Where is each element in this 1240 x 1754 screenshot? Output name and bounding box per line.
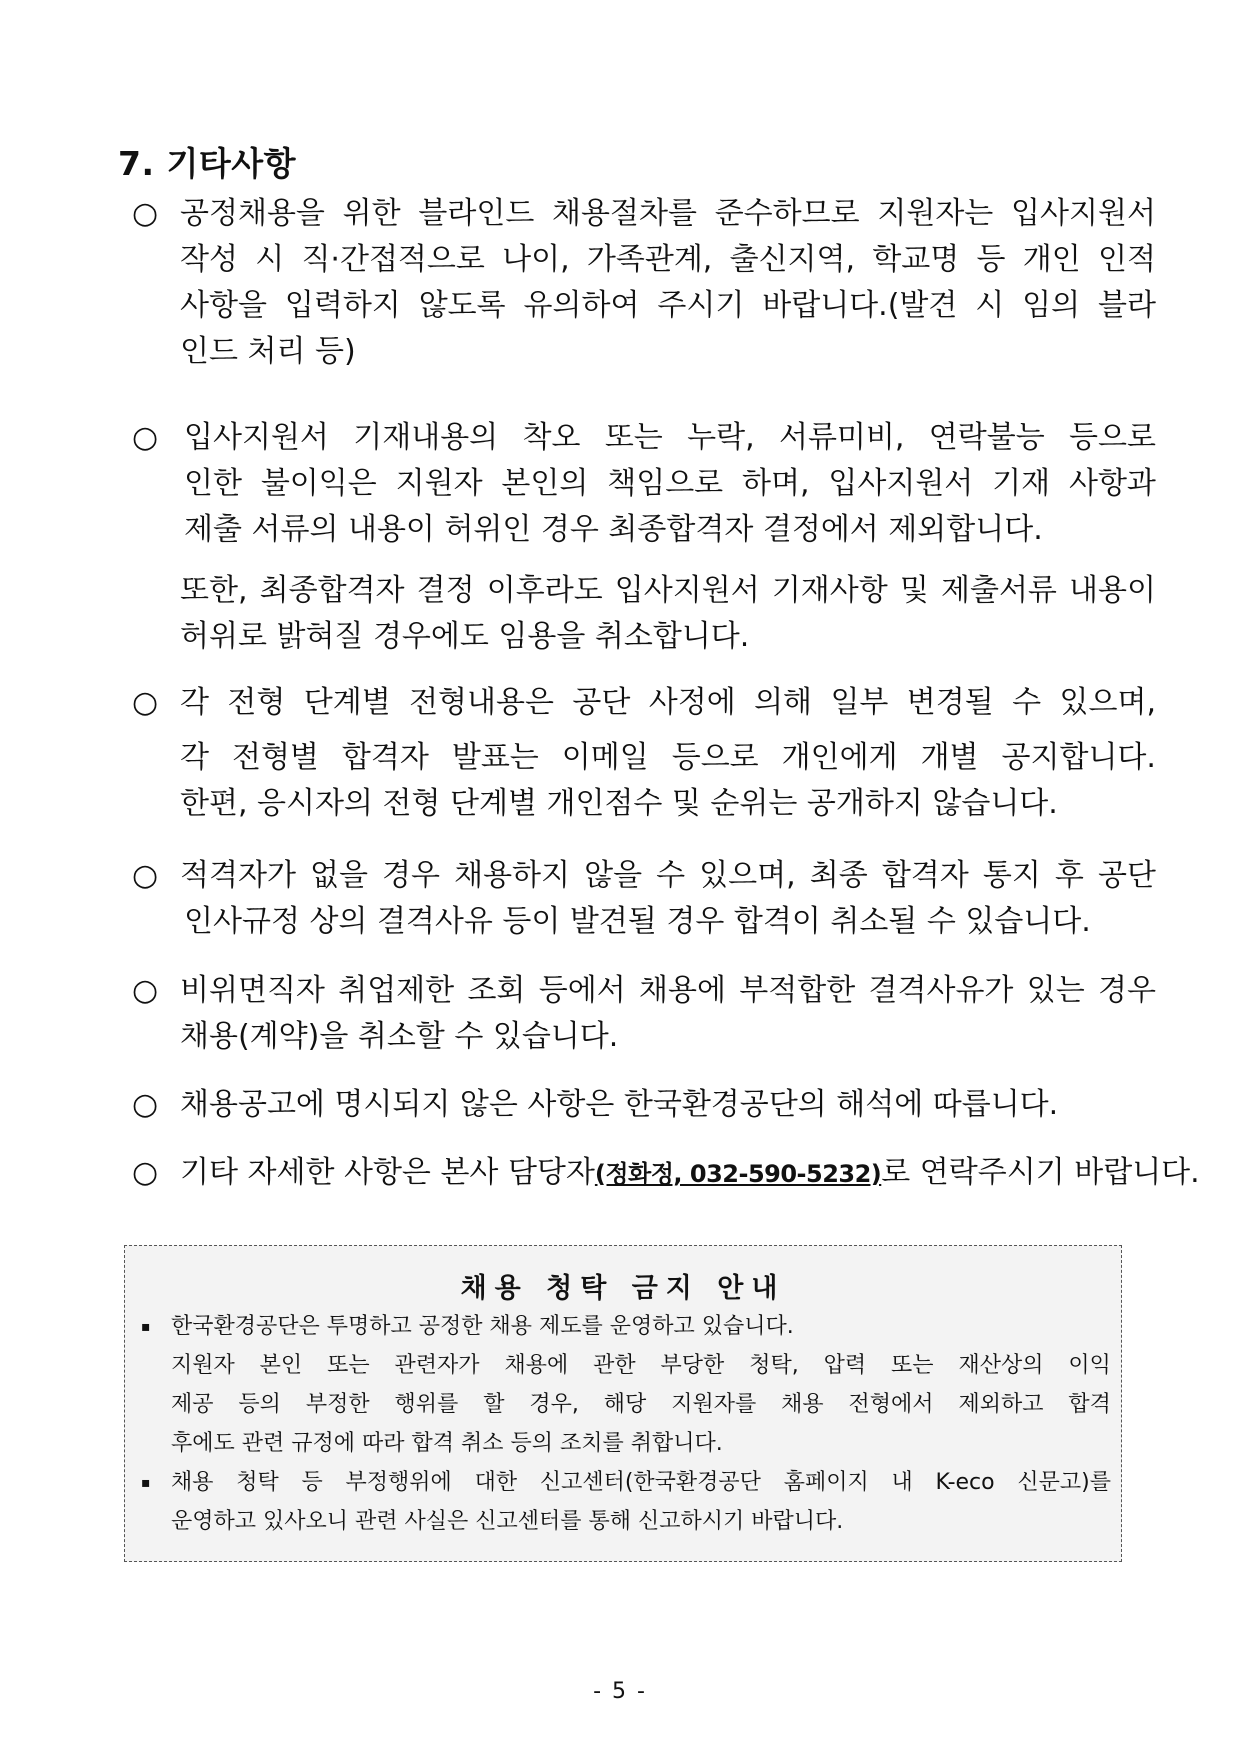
word: 제출서류 [940, 573, 1057, 608]
word: 않을 [584, 858, 643, 893]
word: 채용하지 [454, 858, 571, 893]
item-2-line-1 [184, 415, 1156, 461]
word: 경우 [382, 858, 441, 893]
recruitment-solicitation-notice-box [124, 1245, 1122, 1562]
word: 할 [483, 1392, 505, 1417]
circle-bullet-icon: ○ [132, 685, 159, 720]
word: 및 [899, 573, 929, 608]
circle-bullet-icon: ○ [132, 1087, 159, 1122]
word: 출신지역, [729, 242, 856, 277]
word: 경우 [1098, 973, 1156, 1008]
word: 제외하고 [958, 1392, 1044, 1417]
word: 단계별 [303, 685, 391, 720]
word: 기재사항 [771, 573, 888, 608]
word: 블라인드 [418, 196, 535, 231]
item-5-line-1 [180, 968, 1156, 1014]
word: 부정행위에 [345, 1470, 452, 1495]
word: 등으로 [671, 740, 759, 775]
circle-bullet-icon: ○ [132, 196, 159, 231]
word: 직·간접적으로 [301, 242, 485, 277]
word: 전형 [227, 685, 286, 720]
word: 청탁 [236, 1470, 279, 1495]
word: 이후라도 [486, 573, 603, 608]
word: 조회 [467, 973, 526, 1008]
contact-intro-text: 기타 자세한 사항은 본사 담당자 [180, 1155, 595, 1190]
word: 신문고)를 [1017, 1470, 1111, 1495]
word: 입사지원서 [828, 466, 974, 501]
word: 최종 [809, 858, 868, 893]
word: 착오 [522, 420, 581, 455]
notice-line-3 [171, 1387, 1111, 1423]
word: 있으며, [699, 858, 796, 893]
word: 기재내용의 [353, 420, 499, 455]
word: 이메일 [561, 740, 649, 775]
word: 적격자가 [180, 858, 296, 893]
square-bullet-icon: ▪ [141, 1319, 151, 1335]
contact-outro-text: 로 연락주시기 바랍니다. [881, 1155, 1200, 1190]
word: 지원자는 [877, 196, 994, 231]
word: 부적합한 [739, 973, 856, 1008]
item-5-line-2: 채용(계약)을 취소할 수 있습니다. [180, 1019, 619, 1054]
item-2-line-2 [184, 461, 1156, 507]
word: 통지 [982, 858, 1041, 893]
word: 등 [976, 242, 1006, 277]
word: 임의 [1022, 288, 1081, 323]
word: 경우, [529, 1392, 579, 1417]
word: 청탁, [749, 1353, 799, 1378]
word: 입력하지 [284, 288, 401, 323]
notice-line-4: 후에도 관련 규정에 따라 합격 취소 등의 조치를 취합니다. [171, 1431, 723, 1456]
word: 주시기 [657, 288, 745, 323]
notice-line-5 [171, 1465, 1111, 1501]
word: 바랍니다.(발견 [762, 288, 958, 323]
word: 관련자가 [394, 1353, 480, 1378]
word: 전형내용은 [409, 685, 554, 720]
word: 일부 [830, 685, 889, 720]
word: 블라 [1098, 288, 1156, 323]
word: 않도록 [418, 288, 506, 323]
word: 전형별 [231, 740, 319, 775]
word: 채용 [781, 1392, 824, 1417]
word: 공지합니다. [1001, 740, 1156, 775]
word: 지원자 [171, 1353, 235, 1378]
word: 있는 [1026, 973, 1085, 1008]
word: 책임으로 [607, 466, 724, 501]
notice-title: 채용 청탁 금지 안내 [460, 1273, 786, 1304]
word: 입사지원서 [184, 420, 329, 455]
word: 인적 [1097, 242, 1156, 277]
word: 또는 [604, 420, 663, 455]
word: 인한 [184, 466, 242, 501]
word: 본인의 [501, 466, 589, 501]
word: 개인 [1022, 242, 1081, 277]
word: 변경될 [906, 685, 994, 720]
word: 후 [1054, 858, 1084, 893]
word: 준수하므로 [714, 196, 860, 231]
word: 결격사유가 [868, 973, 1014, 1008]
page-number: - 5 - [593, 1679, 647, 1704]
word: 채용절차를 [552, 196, 697, 231]
word: 내용이 [1069, 573, 1156, 608]
word: 불이익은 [260, 466, 377, 501]
word: 발표는 [451, 740, 539, 775]
word: 가족관계, [586, 242, 713, 277]
word: 홈페이지 [783, 1470, 869, 1495]
word: 개인에게 [781, 740, 898, 775]
word: 관한 [593, 1353, 636, 1378]
item-4-line-1 [180, 853, 1156, 899]
word: 나이, [502, 242, 570, 277]
word: 각 [180, 740, 209, 775]
word: 등에서 [538, 973, 626, 1008]
item-2-line-4 [180, 568, 1156, 614]
word: 최종합격자 [259, 573, 405, 608]
item-1-line-1 [180, 191, 1156, 237]
word: 지원자 [395, 466, 483, 501]
word: 채용에 [639, 973, 726, 1008]
word: 등으로 [1069, 420, 1156, 455]
contact-info: (정화정, 032-590-5232) [594, 1160, 882, 1188]
section-heading: 7. 기타사항 [118, 144, 296, 183]
word: 공단 [572, 685, 631, 720]
word: 기재 [992, 466, 1051, 501]
word: 입사지원서 [614, 573, 760, 608]
word: K-eco [935, 1470, 995, 1495]
word: 누락, [687, 420, 755, 455]
word: 시 [975, 288, 1005, 323]
word: 전형에서 [848, 1392, 934, 1417]
word: 비위면직자 [180, 973, 325, 1008]
word: 개별 [920, 740, 979, 775]
word: 수 [1012, 685, 1042, 720]
item-2-line-3: 제출 서류의 내용이 허위인 경우 최종합격자 결정에서 제외합니다. [184, 512, 1043, 547]
word: 있으며, [1059, 685, 1156, 720]
word: 공정채용을 [180, 196, 325, 231]
word: 사항과 [1068, 466, 1156, 501]
circle-bullet-icon: ○ [132, 1155, 159, 1190]
word: 합격자 [881, 858, 969, 893]
word: 또한, [180, 573, 248, 608]
item-1-line-4: 인드 처리 등) [180, 334, 356, 369]
word: 시 [255, 242, 285, 277]
word: 채용에 [504, 1353, 569, 1378]
item-3-line-2 [180, 735, 1156, 781]
word: 수 [656, 858, 686, 893]
item-2-line-5: 허위로 밝혀질 경우에도 임용을 취소합니다. [180, 619, 750, 654]
word: 또는 [327, 1353, 370, 1378]
word: 위한 [342, 196, 401, 231]
item-1-line-3 [180, 283, 1156, 329]
word: 신고센터(한국환경공단 [539, 1470, 761, 1495]
notice-line-2 [171, 1348, 1111, 1384]
word: 서류미비, [778, 420, 905, 455]
item-6-line-1: 채용공고에 명시되지 않은 사항은 한국환경공단의 해석에 따릅니다. [180, 1087, 1059, 1122]
word: 등 [301, 1470, 323, 1495]
word: 부정한 [305, 1392, 370, 1417]
square-bullet-icon: ▪ [141, 1475, 151, 1491]
word: 공단 [1097, 858, 1156, 893]
item-7-line-1 [180, 1150, 1200, 1197]
circle-bullet-icon: ○ [132, 420, 159, 455]
word: 부당한 [660, 1353, 725, 1378]
word: 이익 [1068, 1353, 1111, 1378]
word: 의해 [754, 685, 813, 720]
word: 유의하여 [523, 288, 640, 323]
word: 연락불능 [928, 420, 1045, 455]
word: 행위를 [394, 1392, 459, 1417]
circle-bullet-icon: ○ [132, 973, 159, 1008]
word: 학교명 [872, 242, 960, 277]
item-1-line-2 [180, 237, 1156, 283]
notice-line-6: 운영하고 있사오니 관련 사실은 신고센터를 통해 신고하시기 바랍니다. [171, 1509, 844, 1534]
word: 대한 [474, 1470, 518, 1495]
word: 채용 [171, 1470, 214, 1495]
word: 없을 [310, 858, 368, 893]
notice-line-1: 한국환경공단은 투명하고 공정한 채용 제도를 운영하고 있습니다. [171, 1314, 794, 1339]
word: 해당 [603, 1392, 647, 1417]
word: 결정 [416, 573, 475, 608]
item-3-line-1 [180, 680, 1156, 726]
word: 사항을 [180, 288, 267, 323]
item-4-line-2: 인사규정 상의 결격사유 등이 발견될 경우 합격이 취소될 수 있습니다. [184, 904, 1091, 939]
word: 내 [891, 1470, 913, 1495]
word: 압력 [823, 1353, 867, 1378]
word: 지원자를 [671, 1392, 757, 1417]
word: 본인 [259, 1353, 303, 1378]
word: 등의 [238, 1392, 281, 1417]
word: 입사지원서 [1011, 196, 1156, 231]
circle-bullet-icon: ○ [132, 858, 159, 893]
word: 또는 [891, 1353, 934, 1378]
word: 사정에 [648, 685, 736, 720]
item-3-line-3: 한편, 응시자의 전형 단계별 개인점수 및 순위는 공개하지 않습니다. [180, 786, 1058, 821]
word: 제공 [171, 1392, 214, 1417]
word: 취업제한 [338, 973, 455, 1008]
word: 재산상의 [958, 1353, 1044, 1378]
word: 하며, [742, 466, 810, 501]
word: 합격 [1068, 1392, 1111, 1417]
word: 합격자 [341, 740, 429, 775]
word: 각 [180, 685, 209, 720]
word: 작성 [180, 242, 238, 277]
